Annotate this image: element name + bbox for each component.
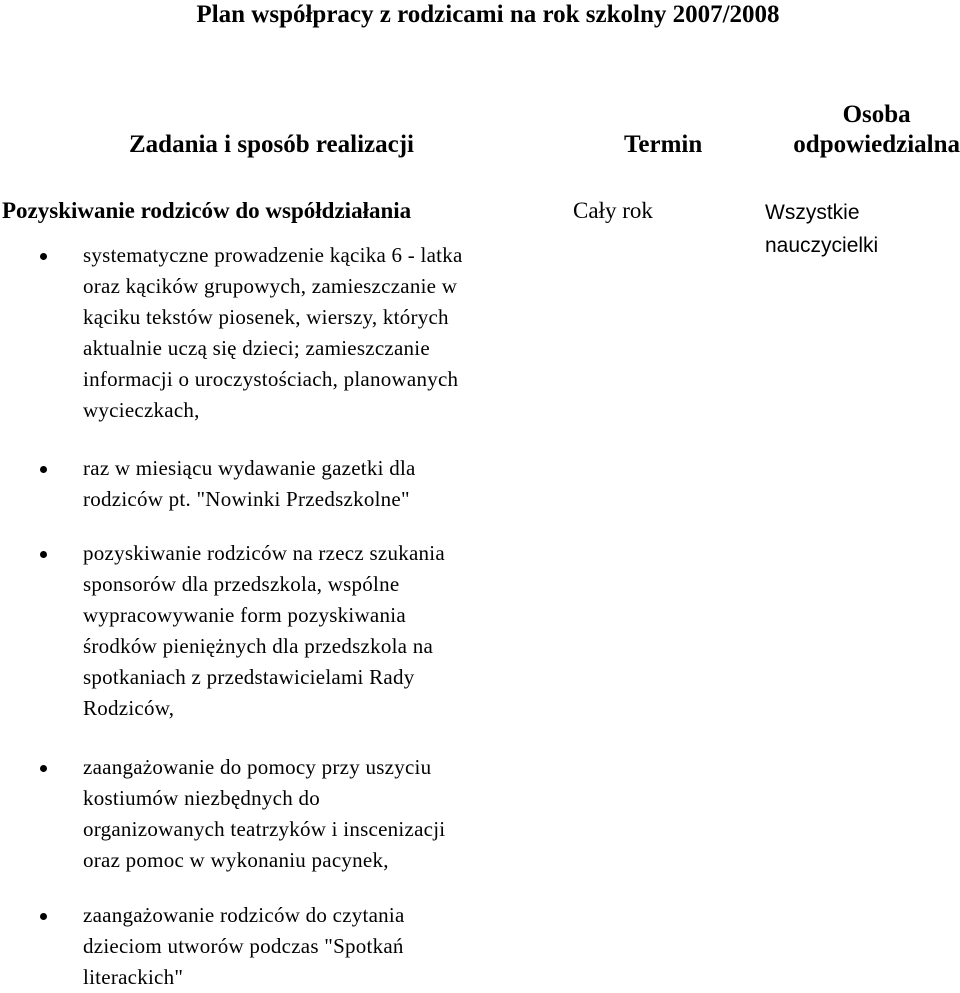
- column-header-responsible-line1: Osoba: [842, 101, 911, 128]
- column-header-responsible-line2: odpowiedzialna: [793, 131, 960, 158]
- list-item-line: pozyskiwanie rodziców na rzecz szukania: [83, 541, 445, 565]
- list-item: [83, 240, 573, 426]
- column-header-tasks: Zadania i sposób realizacji: [129, 131, 414, 158]
- list-item-line: Rodziców,: [83, 696, 175, 720]
- list-item-line: literackich": [83, 965, 184, 989]
- column-header-responsible: [793, 100, 960, 160]
- section-term: Cały rok: [573, 198, 653, 223]
- section-responsible: [765, 196, 955, 262]
- list-item-line: informacji o uroczystościach, planowanych: [83, 367, 459, 391]
- section-title: Pozyskiwanie rodziców do współdziałania: [2, 198, 412, 223]
- list-item: [83, 752, 573, 876]
- list-item-line: organizowanych teatrzyków i inscenizacji: [83, 817, 446, 841]
- list-item-line: sponsorów dla przedszkola, wspólne: [83, 572, 400, 596]
- list-item-line: kąciku tekstów piosenek, wierszy, których: [83, 305, 449, 329]
- list-item-line: zaangażowanie rodziców do czytania: [83, 903, 405, 927]
- section-responsible-line2: nauczycielki: [765, 234, 879, 257]
- bullet-icon: [40, 913, 47, 920]
- list-item-line: środków pieniężnych dla przedszkola na: [83, 634, 434, 658]
- page-title: Plan współpracy z rodzicami na rok szkolny 2007/2008: [196, 1, 780, 28]
- list-item-line: oraz kącików grupowych, zamieszczanie w: [83, 274, 458, 298]
- list-item-line: wycieczkach,: [83, 398, 200, 422]
- bullet-icon: [40, 551, 47, 558]
- list-item-line: rodziców pt. "Nowinki Przedszkolne": [83, 487, 410, 511]
- section-responsible-line1: Wszystkie: [765, 201, 860, 224]
- list-item: [83, 538, 573, 724]
- list-item-line: oraz pomoc w wykonaniu pacynek,: [83, 848, 389, 872]
- list-item-line: zaangażowanie do pomocy przy uszyciu: [83, 755, 432, 779]
- list-item-line: wypracowywanie form pozyskiwania: [83, 603, 406, 627]
- bullet-icon: [40, 765, 47, 772]
- list-item: [83, 453, 573, 515]
- list-item-line: raz w miesiącu wydawanie gazetki dla: [83, 456, 416, 480]
- list-item-line: kostiumów niezbędnych do: [83, 786, 320, 810]
- list-item-line: spotkaniach z przedstawicielami Rady: [83, 665, 415, 689]
- bullet-icon: [40, 466, 47, 473]
- list-item-line: aktualnie uczą się dzieci; zamieszczanie: [83, 336, 430, 360]
- list-item: [83, 900, 573, 993]
- bullet-icon: [40, 253, 47, 260]
- column-header-term: Termin: [624, 131, 703, 158]
- list-item-line: dzieciom utworów podczas "Spotkań: [83, 934, 404, 958]
- list-item-line: systematyczne prowadzenie kącika 6 - latka: [83, 243, 463, 267]
